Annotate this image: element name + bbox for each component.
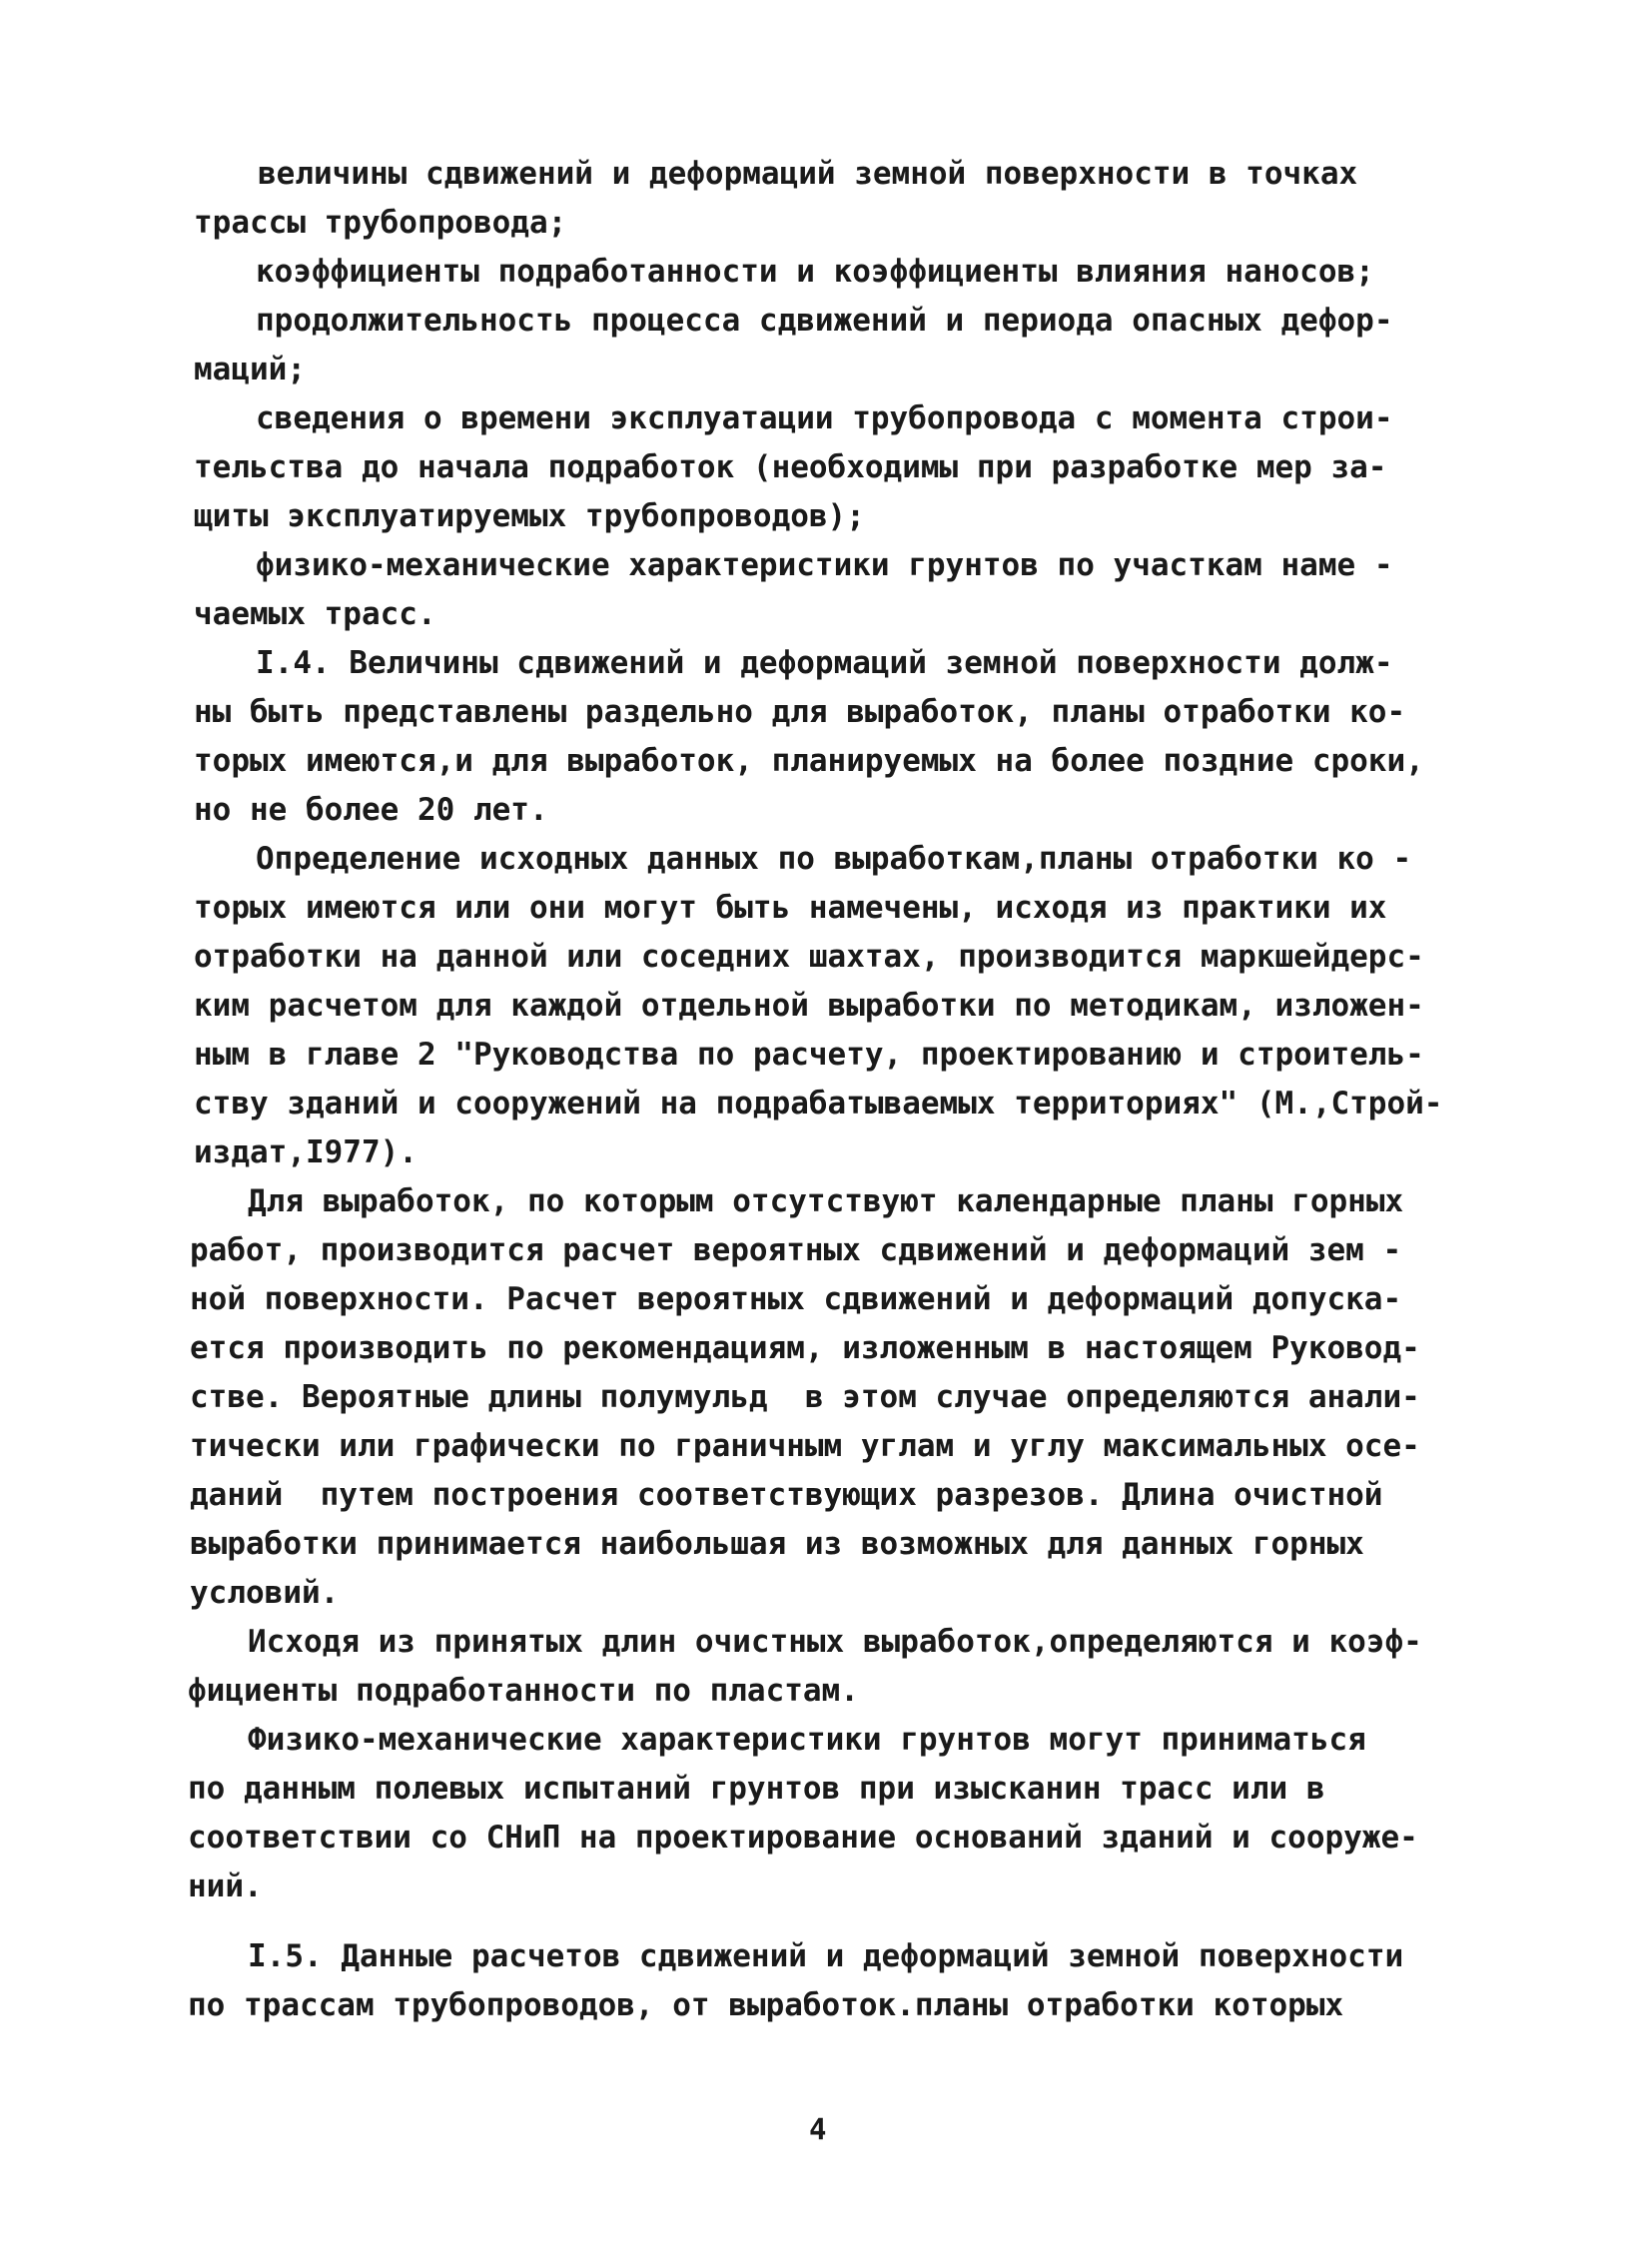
text-line: по данным полевых испытаний грунтов при изысканин трасс или в [188, 1771, 1325, 1807]
text-line: соответствии со СНиП на проектирование оснований зданий и сооруже- [188, 1820, 1418, 1856]
text-line: Исходя из принятых длин очистных выработок,определяются и коэф- [248, 1624, 1422, 1660]
text-line: ны быть представлены раздельно для выработок, планы отработки ко- [194, 694, 1406, 730]
text-line: маций; [194, 352, 306, 387]
text-line: величины сдвижений и деформаций земной поверхности в точках [258, 156, 1358, 192]
text-line: трассы трубопровода; [194, 205, 567, 241]
text-line: но не более 20 лет. [194, 792, 548, 828]
text-line: сведения о времени эксплуатации трубопровода с момента строи- [256, 400, 1393, 436]
text-line: физико-механические характеристики грунтов по участкам наме - [256, 547, 1393, 583]
text-line: выработки принимается наибольшая из возможных для данных горных [190, 1526, 1364, 1562]
text-line: издат,I977). [194, 1134, 417, 1170]
text-line: I.4. Величины сдвижений и деформаций земной поверхности долж- [256, 645, 1393, 681]
text-line: ний. [188, 1868, 263, 1904]
text-line: Для выработок, по которым отсутствуют календарные планы горных [248, 1183, 1404, 1219]
text-line: по трассам трубопроводов, от выработок.планы отработки которых [188, 1987, 1344, 2023]
text-line: торых имеются,и для выработок, планируемых на более поздние сроки, [194, 743, 1424, 779]
text-line: ству зданий и сооружений на подрабатываемых территориях" (М.,Строй- [194, 1086, 1443, 1121]
text-line: ным в главе 2 "Руководства по расчету, проектированию и строитель- [194, 1037, 1424, 1073]
text-line: отработки на данной или соседних шахтах, производится маркшейдерс- [194, 939, 1424, 975]
text-line: условий. [190, 1575, 340, 1611]
text-line: даний путем построения соответствующих разрезов. Длина очистной [190, 1477, 1383, 1513]
text-line: Определение исходных данных по выработкам,планы отработки ко - [256, 841, 1412, 877]
text-line: Физико-механические характеристики грунтов могут приниматься [248, 1722, 1366, 1758]
text-line: работ, производится расчет вероятных сдвижений и деформаций зем - [190, 1232, 1402, 1268]
text-line: ной поверхности. Расчет вероятных сдвижений и деформаций допуска- [190, 1281, 1402, 1317]
text-line: I.5. Данные расчетов сдвижений и деформаций земной поверхности [248, 1938, 1404, 1974]
text-line: коэффициенты подработанности и коэффициенты влияния наносов; [256, 254, 1374, 290]
text-line: ким расчетом для каждой отдельной выработки по методикам, изложен- [194, 988, 1424, 1024]
page-number: 4 [809, 2112, 827, 2146]
text-line: стве. Вероятные длины полумульд в этом случае определяются анали- [190, 1379, 1420, 1415]
text-line: тически или графически по граничным углам и углу максимальных осе- [190, 1428, 1420, 1464]
text-line: фициенты подработанности по пластам. [188, 1673, 859, 1709]
text-line: щиты эксплуатируемых трубопроводов); [194, 498, 865, 534]
text-line: продолжительность процесса сдвижений и периода опасных дефор- [256, 303, 1393, 339]
text-line: ется производить по рекомендациям, изложенным в настоящем Руковод- [190, 1330, 1420, 1366]
text-line: торых имеются или они могут быть намечены, исходя из практики их [194, 890, 1387, 926]
text-line: чаемых трасс. [194, 596, 436, 632]
text-line: тельства до начала подработок (необходимы при разработке мер за- [194, 449, 1387, 485]
